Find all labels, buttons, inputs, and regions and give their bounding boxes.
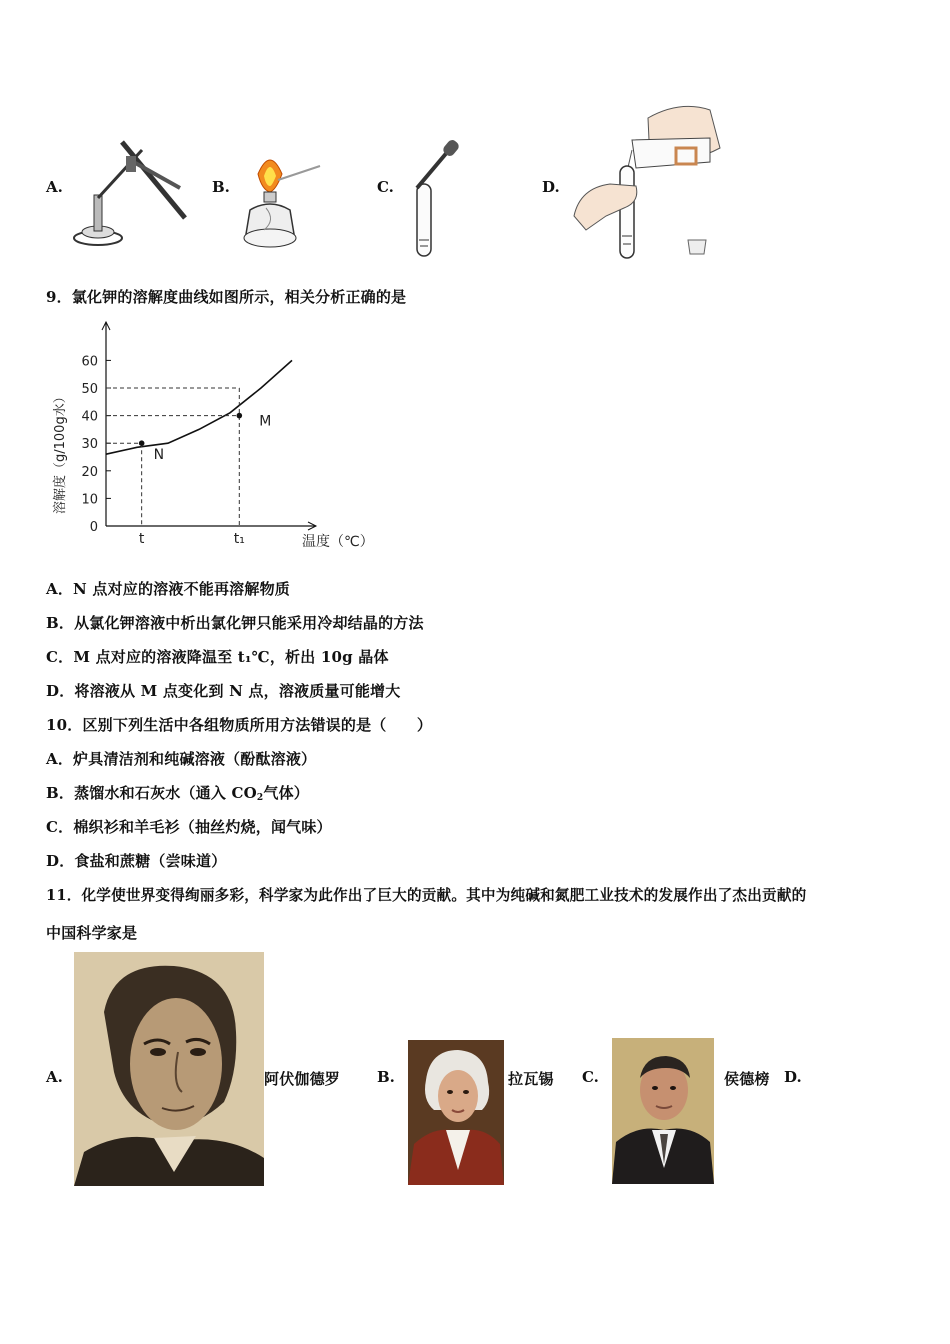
q11-option-c-name: 侯德榜	[724, 1070, 770, 1088]
x-tick-label-t1: t₁	[233, 531, 245, 547]
q11-option-d-label: D.	[784, 1068, 802, 1086]
q11-option-b-name: 拉瓦锡	[508, 1070, 554, 1088]
portrait-lavoisier	[408, 1040, 504, 1185]
y-axis-label: 溶解度（g/100g水）	[53, 390, 68, 514]
q9-stem: 9．氯化钾的溶解度曲线如图所示，相关分析正确的是	[46, 288, 407, 306]
q11-option-c-label: C.	[582, 1068, 599, 1086]
pouring-liquid-illustration	[570, 98, 730, 263]
q8-option-d-label: D.	[542, 178, 560, 196]
x-axis-label: 温度（℃）	[302, 534, 374, 550]
q9-option-c: C．M 点对应的溶液降温至 t₁℃，析出 10g 晶体	[46, 648, 389, 666]
q10-option-b-tail: 气体）	[263, 784, 309, 802]
q9-option-b: B．从氯化钾溶液中析出氯化钾只能采用冷却结晶的方法	[46, 614, 424, 632]
q11-stem-line2: 中国科学家是	[46, 924, 138, 942]
q10-option-b-text: B．蒸馏水和石灰水（通入 CO	[46, 784, 257, 802]
point-label-N: N	[153, 447, 165, 464]
y-tick-label: 60	[81, 354, 98, 370]
q11-stem-line1: 11．化学使世界变得绚丽多彩，科学家为此作出了巨大的贡献。其中为纯碱和氮肥工业技术的发展作出了杰出贡献的	[46, 887, 807, 904]
q10-option-c: C．棉织衫和羊毛衫（抽丝灼烧，闻气味）	[46, 818, 332, 836]
alcohol-lamp-illustration	[236, 150, 326, 258]
q10-stem: 10．区别下列生活中各组物质所用方法错误的是（ ）	[46, 716, 433, 734]
q11-option-a-label: A.	[46, 1068, 63, 1086]
q10-option-d: D．食盐和蔗糖（尝味道）	[46, 852, 227, 870]
point-label-M: M	[259, 413, 272, 430]
x-tick-label-t: t	[138, 531, 145, 547]
y-tick-label: 20	[81, 464, 98, 480]
point-N	[139, 440, 145, 446]
dropper-test-tube-illustration	[405, 138, 475, 263]
portrait-avogadro	[74, 952, 264, 1186]
q8-option-b-label: B.	[212, 178, 230, 196]
point-M	[237, 413, 243, 419]
q10-option-a: A．炉具清洁剂和纯碱溶液（酚酞溶液）	[46, 750, 317, 768]
q11-option-a-name: 阿伏伽德罗	[264, 1070, 341, 1088]
q10-option-b	[46, 782, 309, 803]
co2-subscript: 2	[256, 793, 264, 803]
solubility-chart	[44, 318, 374, 553]
q9-option-a: A．N 点对应的溶液不能再溶解物质	[46, 580, 290, 598]
portrait-hou-debang	[612, 1038, 714, 1184]
test-tube-clamp-illustration	[70, 140, 190, 255]
q11-option-b-label: B.	[377, 1068, 395, 1086]
y-tick-label: 40	[81, 409, 98, 425]
q9-option-d: D．将溶液从 M 点变化到 N 点，溶液质量可能增大	[46, 682, 401, 700]
y-tick-label: 10	[81, 492, 98, 508]
q8-option-a-label: A.	[46, 178, 63, 196]
y-tick-label: 0	[89, 520, 98, 535]
solubility-curve	[106, 360, 292, 454]
y-tick-label: 30	[81, 437, 98, 453]
y-tick-label: 50	[81, 382, 98, 397]
q8-option-c-label: C.	[377, 178, 394, 196]
